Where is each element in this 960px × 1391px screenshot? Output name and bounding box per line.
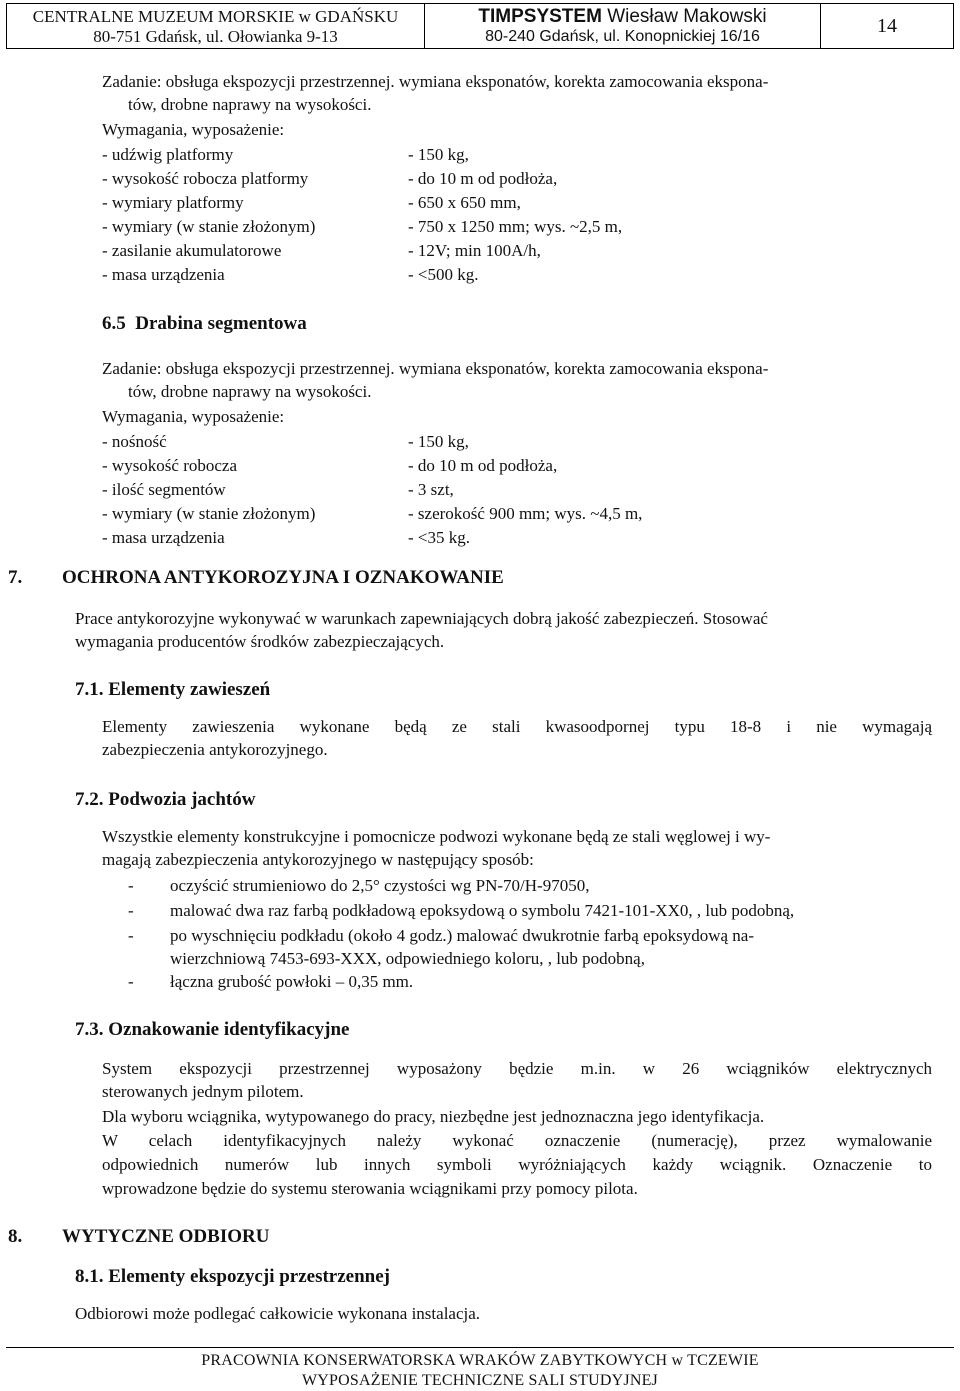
requirements-title: Wymagania, wyposażenie: — [102, 407, 285, 426]
spec-label: - wymiary (w stanie złożonym) — [102, 504, 316, 523]
spec-label: - wymiary platformy — [102, 193, 244, 212]
section-title: WYTYCZNE ODBIORU — [62, 1226, 270, 1247]
spec-value: - <35 kg. — [408, 528, 470, 547]
section-title: OCHRONA ANTYKOROZYJNA I OZNAKOWANIE — [62, 567, 504, 588]
spec-value: - <500 kg. — [408, 265, 479, 284]
subsection-7-1-line-2: zabezpieczenia antykorozyjnego. — [102, 740, 328, 759]
spec-label: - udźwig platformy — [102, 145, 234, 164]
task-line-1: Zadanie: obsługa ekspozycji przestrzennej. wymiana eksponatów, korekta zamocowania ekspona- — [102, 359, 769, 378]
list-dash: - — [128, 972, 134, 991]
list-dash: - — [128, 876, 134, 895]
list-item: po wyschnięciu podkładu (około 4 godz.) malować dwukrotnie farbą epoksydową na- — [170, 926, 754, 945]
subsection-number: 7.3. — [75, 1019, 104, 1040]
spec-value: - 12V; min 100A/h, — [408, 241, 541, 260]
footer-divider — [6, 1347, 954, 1348]
subsection-title: Elementy zawieszeń — [108, 679, 271, 700]
spec-value: - do 10 m od podłoża, — [408, 169, 558, 188]
subsection-7-2-line-2: magają zabezpieczenia antykorozyjnego w następujący sposób: — [102, 850, 534, 869]
subsection-title: Podwozia jachtów — [108, 789, 256, 810]
subsection-7-1-heading — [75, 678, 270, 702]
spec-label: - wysokość robocza — [102, 456, 238, 475]
subsection-7-3-line-6: wprowadzone będzie do systemu sterowania wciągnikami przy pomocy pilota. — [102, 1179, 638, 1198]
spec-value: - 650 x 650 mm, — [408, 193, 521, 212]
spec-value: - 150 kg, — [408, 432, 469, 451]
page-header — [6, 3, 954, 49]
subsection-number: 7.1. — [75, 679, 104, 700]
subsection-8-1-line-1: Odbiorowi może podlegać całkowicie wykonana instalacja. — [75, 1304, 481, 1323]
header-museum-address: 80-751 Gdańsk, ul. Ołowianka 9-13 — [93, 27, 338, 46]
section-8-heading — [8, 1225, 22, 1249]
spec-label: - masa urządzenia — [102, 265, 225, 284]
section-7-title — [62, 566, 504, 590]
section-8-title — [62, 1225, 269, 1249]
footer-line-2: WYPOSAŻENIE TECHNICZNE SALI STUDYJNEJ — [302, 1372, 658, 1389]
subsection-title: Oznakowanie identyfikacyjne — [108, 1019, 350, 1040]
section-number: 7. — [8, 567, 23, 588]
spec-label: - wysokość robocza platformy — [102, 169, 309, 188]
spec-label: - wymiary (w stanie złożonym) — [102, 217, 316, 236]
task-line-1: Zadanie: obsługa ekspozycji przestrzennej. wymiana eksponatów, korekta zamocowania ekspona- — [102, 72, 769, 91]
spec-value: - szerokość 900 mm; wys. ~4,5 m, — [408, 504, 643, 523]
spec-value: - do 10 m od podłoża, — [408, 456, 558, 475]
section-7-paragraph-line-2: wymagania producentów środków zabezpieczających. — [75, 632, 445, 651]
task-line-2: tów, drobne naprawy na wysokości. — [128, 95, 372, 114]
subsection-7-3-line-2: sterowanych jednym pilotem. — [102, 1082, 304, 1101]
list-dash: - — [128, 901, 134, 920]
spec-label: - masa urządzenia — [102, 528, 225, 547]
subsection-7-2-heading — [75, 788, 255, 812]
section-7-paragraph-line-1: Prace antykorozyjne wykonywać w warunkach zapewniających dobrą jakość zabezpieczeń. Stosować — [75, 609, 768, 628]
subsection-7-2-line-1: Wszystkie elementy konstrukcyjne i pomocnicze podwozi wykonane będą ze stali węglowej i wy- — [102, 827, 771, 846]
subsection-7-3-line-3: Dla wyboru wciągnika, wytypowanego do pracy, niezbędne jest jednoznaczna jego identyfikacja. — [102, 1107, 765, 1126]
header-museum — [7, 4, 425, 48]
task-line-2: tów, drobne naprawy na wysokości. — [128, 382, 372, 401]
list-dash: - — [128, 926, 134, 945]
subsection-number: 8.1. — [75, 1266, 104, 1287]
list-item-continuation: wierzchniową 7453-693-XXX, odpowiedniego koloru, , lub podobną, — [170, 949, 645, 968]
spec-label: - zasilanie akumulatorowe — [102, 241, 282, 260]
spec-label: - nośność — [102, 432, 167, 451]
section-6-5-heading — [102, 312, 307, 336]
spec-label: - ilość segmentów — [102, 480, 226, 499]
subsection-8-1-heading — [75, 1265, 390, 1289]
header-company-owner: Wiesław Makowski — [607, 6, 767, 27]
subsection-title: Elementy ekspozycji przestrzennej — [108, 1266, 391, 1287]
section-title: Drabina segmentowa — [135, 313, 307, 334]
subsection-7-3-heading — [75, 1018, 349, 1042]
list-item: malować dwa raz farbą podkładową epoksydową o symbolu 7421-101-XX0, , lub podobną, — [170, 901, 795, 920]
requirements-title: Wymagania, wyposażenie: — [102, 120, 285, 139]
subsection-7-3-line-4: W celach identyfikacyjnych należy wykonać oznaczenie (numerację), przez wymalowanie — [102, 1131, 932, 1150]
header-company-name: TIMPSYSTEM — [478, 6, 602, 27]
subsection-number: 7.2. — [75, 789, 104, 810]
section-number: 8. — [8, 1226, 23, 1247]
spec-value: - 3 szt, — [408, 480, 454, 499]
header-company — [425, 4, 821, 48]
spec-value: - 750 x 1250 mm; wys. ~2,5 m, — [408, 217, 623, 236]
section-number: 6.5 — [102, 313, 126, 334]
spec-value: - 150 kg, — [408, 145, 469, 164]
list-item: oczyścić strumieniowo do 2,5° czystości wg PN-70/H-97050, — [170, 876, 590, 895]
footer-line-1: PRACOWNIA KONSERWATORSKA WRAKÓW ZABYTKOWYCH w TCZEWIE — [201, 1352, 759, 1369]
subsection-7-3-line-1: System ekspozycji przestrzennej wyposażony będzie m.in. w 26 wciągników elektrycznych — [102, 1059, 932, 1078]
header-museum-name: CENTRALNE MUZEUM MORSKIE w GDAŃSKU — [32, 7, 399, 26]
list-item: łączna grubość powłoki – 0,35 mm. — [170, 972, 414, 991]
subsection-7-3-line-5: odpowiednich numerów lub innych symboli wyróżniających każdy wciągnik. Oznaczenie to — [102, 1155, 932, 1174]
page-number: 14 — [877, 15, 897, 37]
subsection-7-1-line-1: Elementy zawieszenia wykonane będą ze stali kwasoodpornej typu 18-8 i nie wymagają — [102, 717, 932, 736]
header-company-address: 80-240 Gdańsk, ul. Konopnickiej 16/16 — [485, 28, 760, 45]
section-7-heading — [8, 566, 22, 590]
